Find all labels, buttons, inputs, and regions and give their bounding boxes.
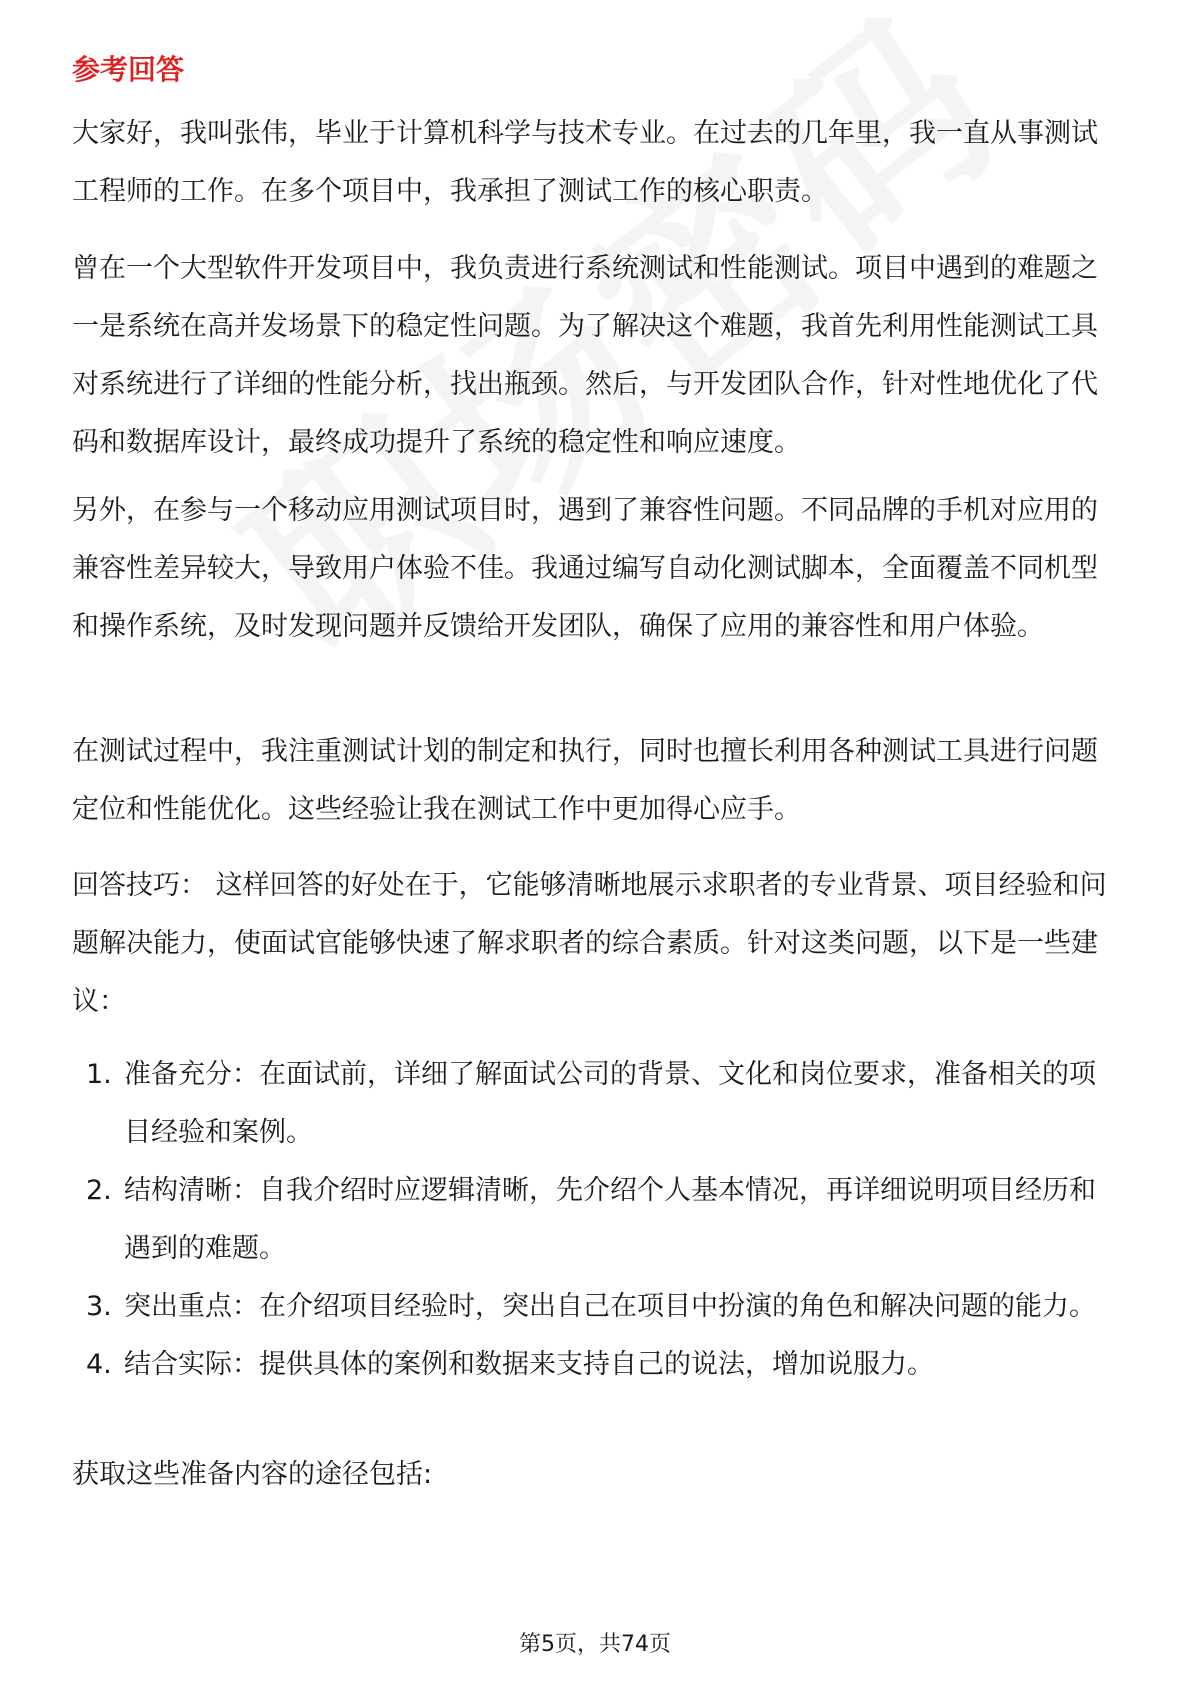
list-number: 4. [86, 1349, 112, 1380]
page-footer: 第5页，共74页 [519, 1632, 671, 1657]
list-number: 1. [86, 1059, 112, 1090]
paragraph-project-performance: 曾在一个大型软件开发项目中，我负责进行系统测试和性能测试。项目中遇到的难题之一是系统在高并发场景下的稳定性问题。为了解决这个难题，我首先利用性能测试工具对系统进行了详细的性能分析，找出瓶颈。然后，与开发团队合作，针对性地优化了代码和数据库设计，最终成功提升了系统的稳定性和响应速度。 [72, 253, 1098, 458]
list-item [72, 1336, 1122, 1394]
section-heading: 参考回答 [72, 53, 185, 86]
paragraph-answer-tips: 回答技巧： 这样回答的好处在于，它能够清晰地展示求职者的专业背景、项目经验和问题解决能力，使面试官能够快速了解求职者的综合素质。针对这类问题，以下是一些建议： [72, 870, 1107, 1017]
list-item-text: 突出重点：在介绍项目经验时，突出自己在项目中扮演的角色和解决问题的能力。 [124, 1291, 1096, 1322]
paragraph-intro: 大家好，我叫张伟，毕业于计算机科学与技术专业。在过去的几年里，我一直从事测试工程师的工作。在多个项目中，我承担了测试工作的核心职责。 [72, 118, 1098, 207]
paragraph-testing-process: 在测试过程中，我注重测试计划的制定和执行，同时也擅长利用各种测试工具进行问题定位和性能优化。这些经验让我在测试工作中更加得心应手。 [72, 736, 1098, 825]
list-item-text: 准备充分：在面试前，详细了解面试公司的背景、文化和岗位要求，准备相关的项目经验和案例。 [124, 1059, 1096, 1148]
tips-list [72, 1046, 1122, 1394]
list-item [72, 1046, 1122, 1162]
list-number: 3. [86, 1291, 112, 1322]
list-item [72, 1278, 1122, 1336]
paragraph-closing: 获取这些准备内容的途径包括: [72, 1459, 433, 1490]
paragraph-project-compatibility: 另外，在参与一个移动应用测试项目时，遇到了兼容性问题。不同品牌的手机对应用的兼容性差异较大，导致用户体验不佳。我通过编写自动化测试脚本，全面覆盖不同机型和操作系统，及时发现问题并反馈给开发团队，确保了应用的兼容性和用户体验。 [72, 495, 1098, 642]
list-item-text: 结构清晰：自我介绍时应逻辑清晰，先介绍个人基本情况，再详细说明项目经历和遇到的难题。 [124, 1175, 1096, 1264]
list-item [72, 1162, 1122, 1278]
list-number: 2. [86, 1175, 112, 1206]
list-item-text: 结合实际：提供具体的案例和数据来支持自己的说法，增加说服力。 [124, 1349, 934, 1380]
